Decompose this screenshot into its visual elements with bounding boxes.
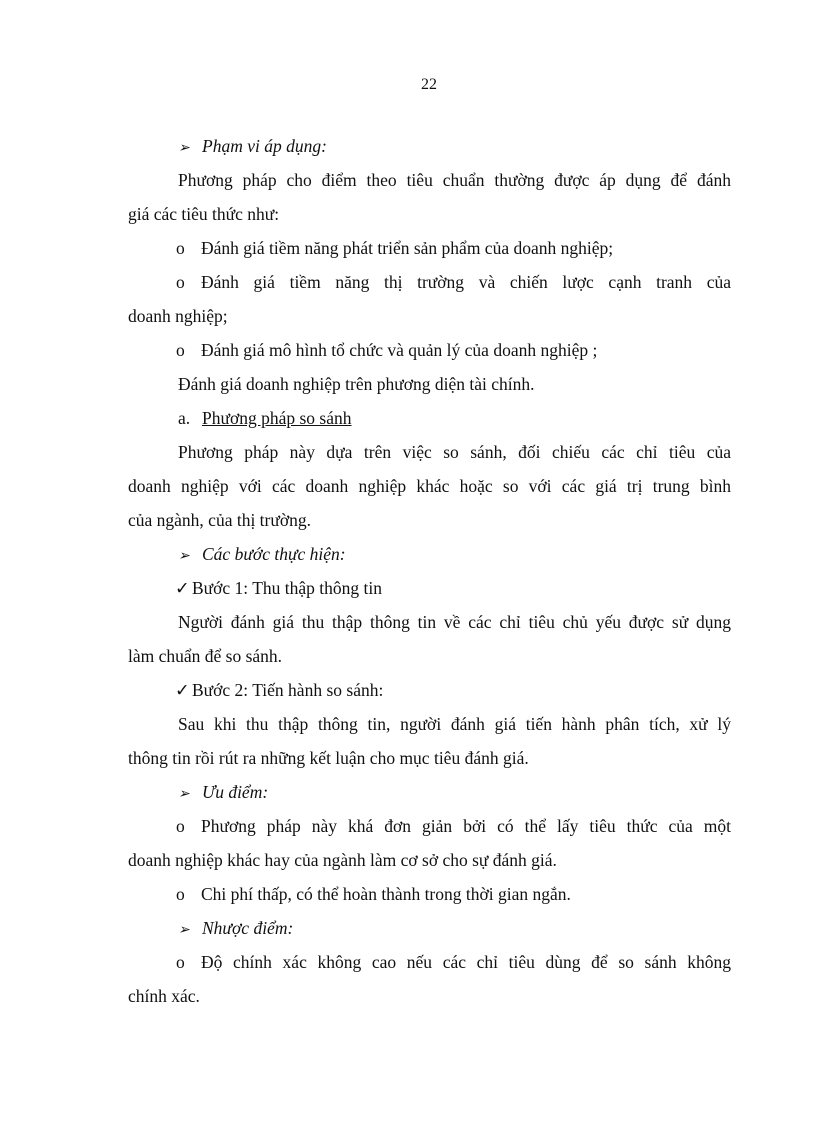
- paragraph-line: Sau khi thu thập thông tin, người đánh giá tiến hành phân tích, xử lý: [178, 714, 731, 734]
- heading-advantages: ➢ Ưu điểm:: [128, 780, 731, 804]
- paragraph-line: Phương pháp cho điểm theo tiêu chuẩn thường được áp dụng để đánh: [178, 170, 731, 190]
- check-icon: ✓: [175, 578, 190, 598]
- list-item: o Đánh giá tiềm năng phát triển sản phẩm của doanh nghiệp;: [176, 238, 614, 258]
- paragraph-line: doanh nghiệp với các doanh nghiệp khác hoặc so với các giá trị trung bình: [128, 476, 731, 496]
- paragraph-line: của ngành, của thị trường.: [128, 510, 311, 530]
- arrow-bullet-icon: ➢: [178, 787, 190, 802]
- circle-bullet-icon: o: [176, 884, 185, 904]
- circle-bullet-icon: o: [176, 952, 185, 972]
- heading-scope: ➢ Phạm vi áp dụng:: [128, 134, 731, 158]
- step-item: ✓ Bước 2: Tiến hành so sánh:: [175, 680, 384, 700]
- paragraph-line: doanh nghiệp khác hay của ngành làm cơ sở cho sự đánh giá.: [128, 850, 557, 870]
- heading-disadvantages: ➢ Nhược điểm:: [128, 916, 731, 940]
- paragraph-line: Đánh giá doanh nghiệp trên phương diện tài chính.: [178, 374, 535, 394]
- paragraph-line: doanh nghiệp;: [128, 306, 228, 326]
- section-heading: a. Phương pháp so sánh: [178, 408, 352, 428]
- arrow-bullet-icon: ➢: [178, 923, 190, 938]
- paragraph-line: thông tin rồi rút ra những kết luận cho mục tiêu đánh giá.: [128, 748, 529, 768]
- section-title: Phương pháp so sánh: [202, 408, 352, 428]
- list-item: o Độ chính xác không cao nếu các chỉ tiêu dùng để so sánh không: [176, 952, 731, 972]
- circle-bullet-icon: o: [176, 816, 185, 836]
- paragraph-line: Người đánh giá thu thập thông tin về các chỉ tiêu chủ yếu được sử dụng: [178, 612, 731, 632]
- list-item: o Phương pháp này khá đơn giản bởi có thể lấy tiêu thức của một: [176, 816, 731, 836]
- arrow-bullet-icon: ➢: [178, 549, 190, 564]
- paragraph-line: chính xác.: [128, 986, 200, 1006]
- list-item: o Đánh giá tiềm năng thị trường và chiến lược cạnh tranh của: [176, 272, 731, 292]
- paragraph-line: làm chuẩn để so sánh.: [128, 646, 283, 666]
- page-number: 22: [421, 76, 437, 93]
- paragraph-line: Phương pháp này dựa trên việc so sánh, đối chiếu các chỉ tiêu của: [178, 442, 731, 462]
- circle-bullet-icon: o: [176, 272, 185, 292]
- circle-bullet-icon: o: [176, 238, 185, 258]
- paragraph-line: giá các tiêu thức như:: [128, 204, 280, 224]
- list-item: o Chi phí thấp, có thể hoàn thành trong thời gian ngắn.: [176, 884, 571, 904]
- arrow-bullet-icon: ➢: [178, 141, 190, 156]
- circle-bullet-icon: o: [176, 340, 185, 360]
- list-item: o Đánh giá mô hình tổ chức và quản lý của doanh nghiệp ;: [176, 340, 598, 360]
- step-item: ✓ Bước 1: Thu thập thông tin: [175, 578, 383, 598]
- heading-steps: ➢ Các bước thực hiện:: [128, 542, 731, 566]
- check-icon: ✓: [175, 680, 190, 700]
- document-body: [128, 134, 731, 1008]
